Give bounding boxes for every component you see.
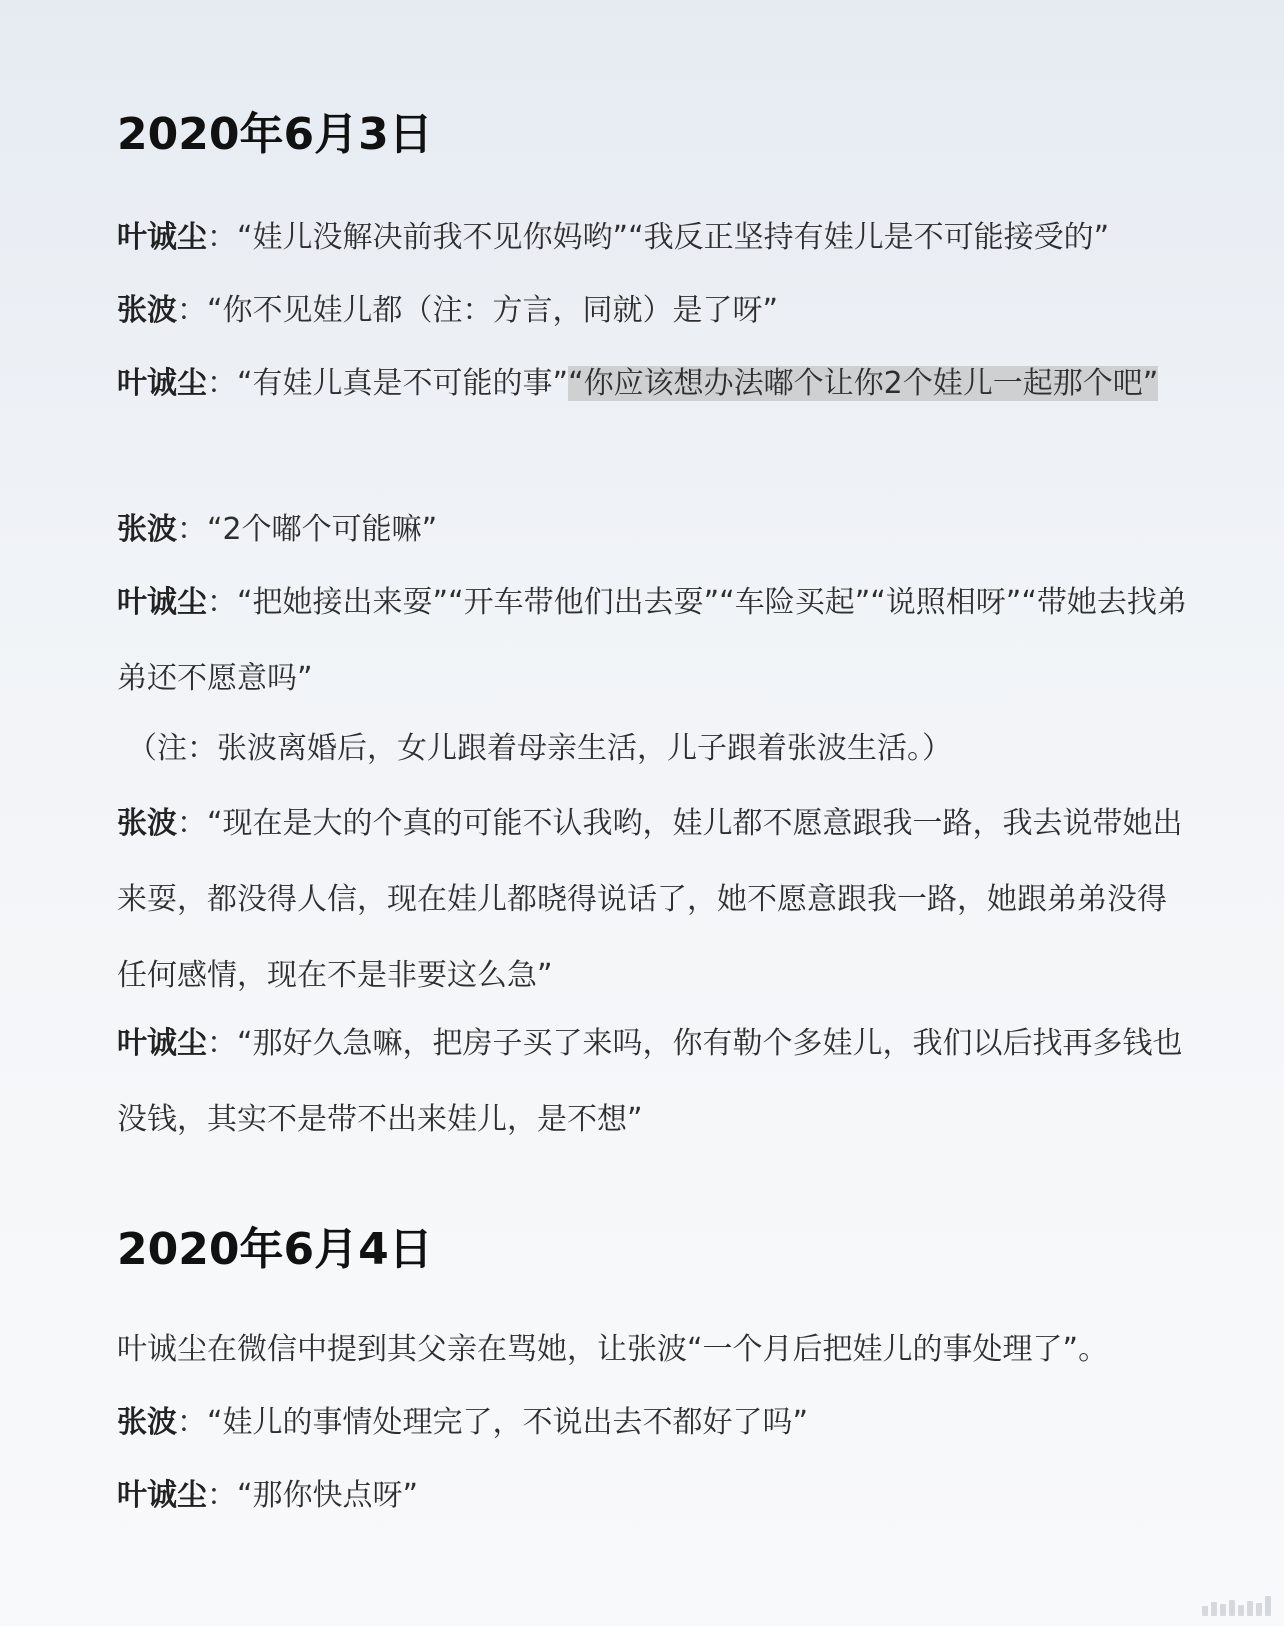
quote-text: “把她接出来耍”“开车带他们出去耍”“车险买起”“说照相呀”“带她去找弟弟还不愿意吗” <box>117 585 1187 696</box>
speaker-name: 张波 <box>117 512 177 547</box>
speaker-name: 叶诚尘 <box>117 1478 207 1513</box>
section-date-heading: 2020年6月4日 <box>117 1224 433 1275</box>
speaker-name: 叶诚尘 <box>117 220 207 255</box>
quote-text: “那你快点呀” <box>237 1478 419 1513</box>
separator: ： <box>207 220 237 255</box>
dialogue-line <box>117 1385 1192 1461</box>
quote-text: “那好久急嘛，把房子买了来吗，你有勒个多娃儿，我们以后找再多钱也没钱，其实不是带不出来娃儿，是不想” <box>117 1026 1183 1137</box>
dialogue-line <box>117 346 1192 422</box>
quote-text: “你不见娃儿都（注：方言，同就）是了呀” <box>207 293 779 328</box>
quote-text: “现在是大的个真的可能不认我哟，娃儿都不愿意跟我一路，我去说带她出来耍，都没得人信，现在娃儿都晓得说话了，她不愿意跟我一路，她跟弟弟没得任何感情，现在不是非要这么急” <box>117 806 1183 993</box>
quote-text: “娃儿的事情处理完了，不说出去不都好了吗” <box>207 1405 809 1440</box>
separator: ： <box>207 585 237 620</box>
dialogue-line <box>117 1006 1192 1158</box>
separator: ： <box>177 293 207 328</box>
separator: ： <box>207 366 237 401</box>
highlighted-quote: “你应该想办法嘟个让你2个娃儿一起那个吧” <box>568 366 1159 401</box>
speaker-name: 张波 <box>117 293 177 328</box>
separator: ： <box>207 1478 237 1513</box>
separator: ： <box>177 512 207 547</box>
section-date-heading: 2020年6月3日 <box>117 109 433 160</box>
dialogue-line <box>117 1458 1192 1534</box>
speaker-name: 张波 <box>117 806 177 841</box>
separator: ： <box>177 1405 207 1440</box>
separator: ： <box>207 1026 237 1061</box>
quote-text: “有娃儿真是不可能的事” <box>237 366 569 401</box>
speaker-name: 叶诚尘 <box>117 1026 207 1061</box>
dialogue-line <box>117 565 1192 717</box>
dialogue-line <box>117 200 1192 276</box>
speaker-name: 叶诚尘 <box>117 366 207 401</box>
dialogue-line <box>117 492 1192 568</box>
speaker-name: 叶诚尘 <box>117 585 207 620</box>
dialogue-line <box>117 786 1192 1014</box>
narrative-line: 叶诚尘在微信中提到其父亲在骂她，让张波“一个月后把娃儿的事处理了”。 <box>117 1332 1109 1367</box>
quote-text: “娃儿没解决前我不见你妈哟”“我反正坚持有娃儿是不可能接受的” <box>237 220 1110 255</box>
dialogue-line <box>117 273 1192 349</box>
watermark-icon <box>1202 1592 1272 1616</box>
speaker-name: 张波 <box>117 1405 177 1440</box>
separator: ： <box>177 806 207 841</box>
editor-note: （注：张波离婚后，女儿跟着母亲生活，儿子跟着张波生活。） <box>127 731 952 766</box>
quote-text: “2个嘟个可能嘛” <box>207 512 438 547</box>
